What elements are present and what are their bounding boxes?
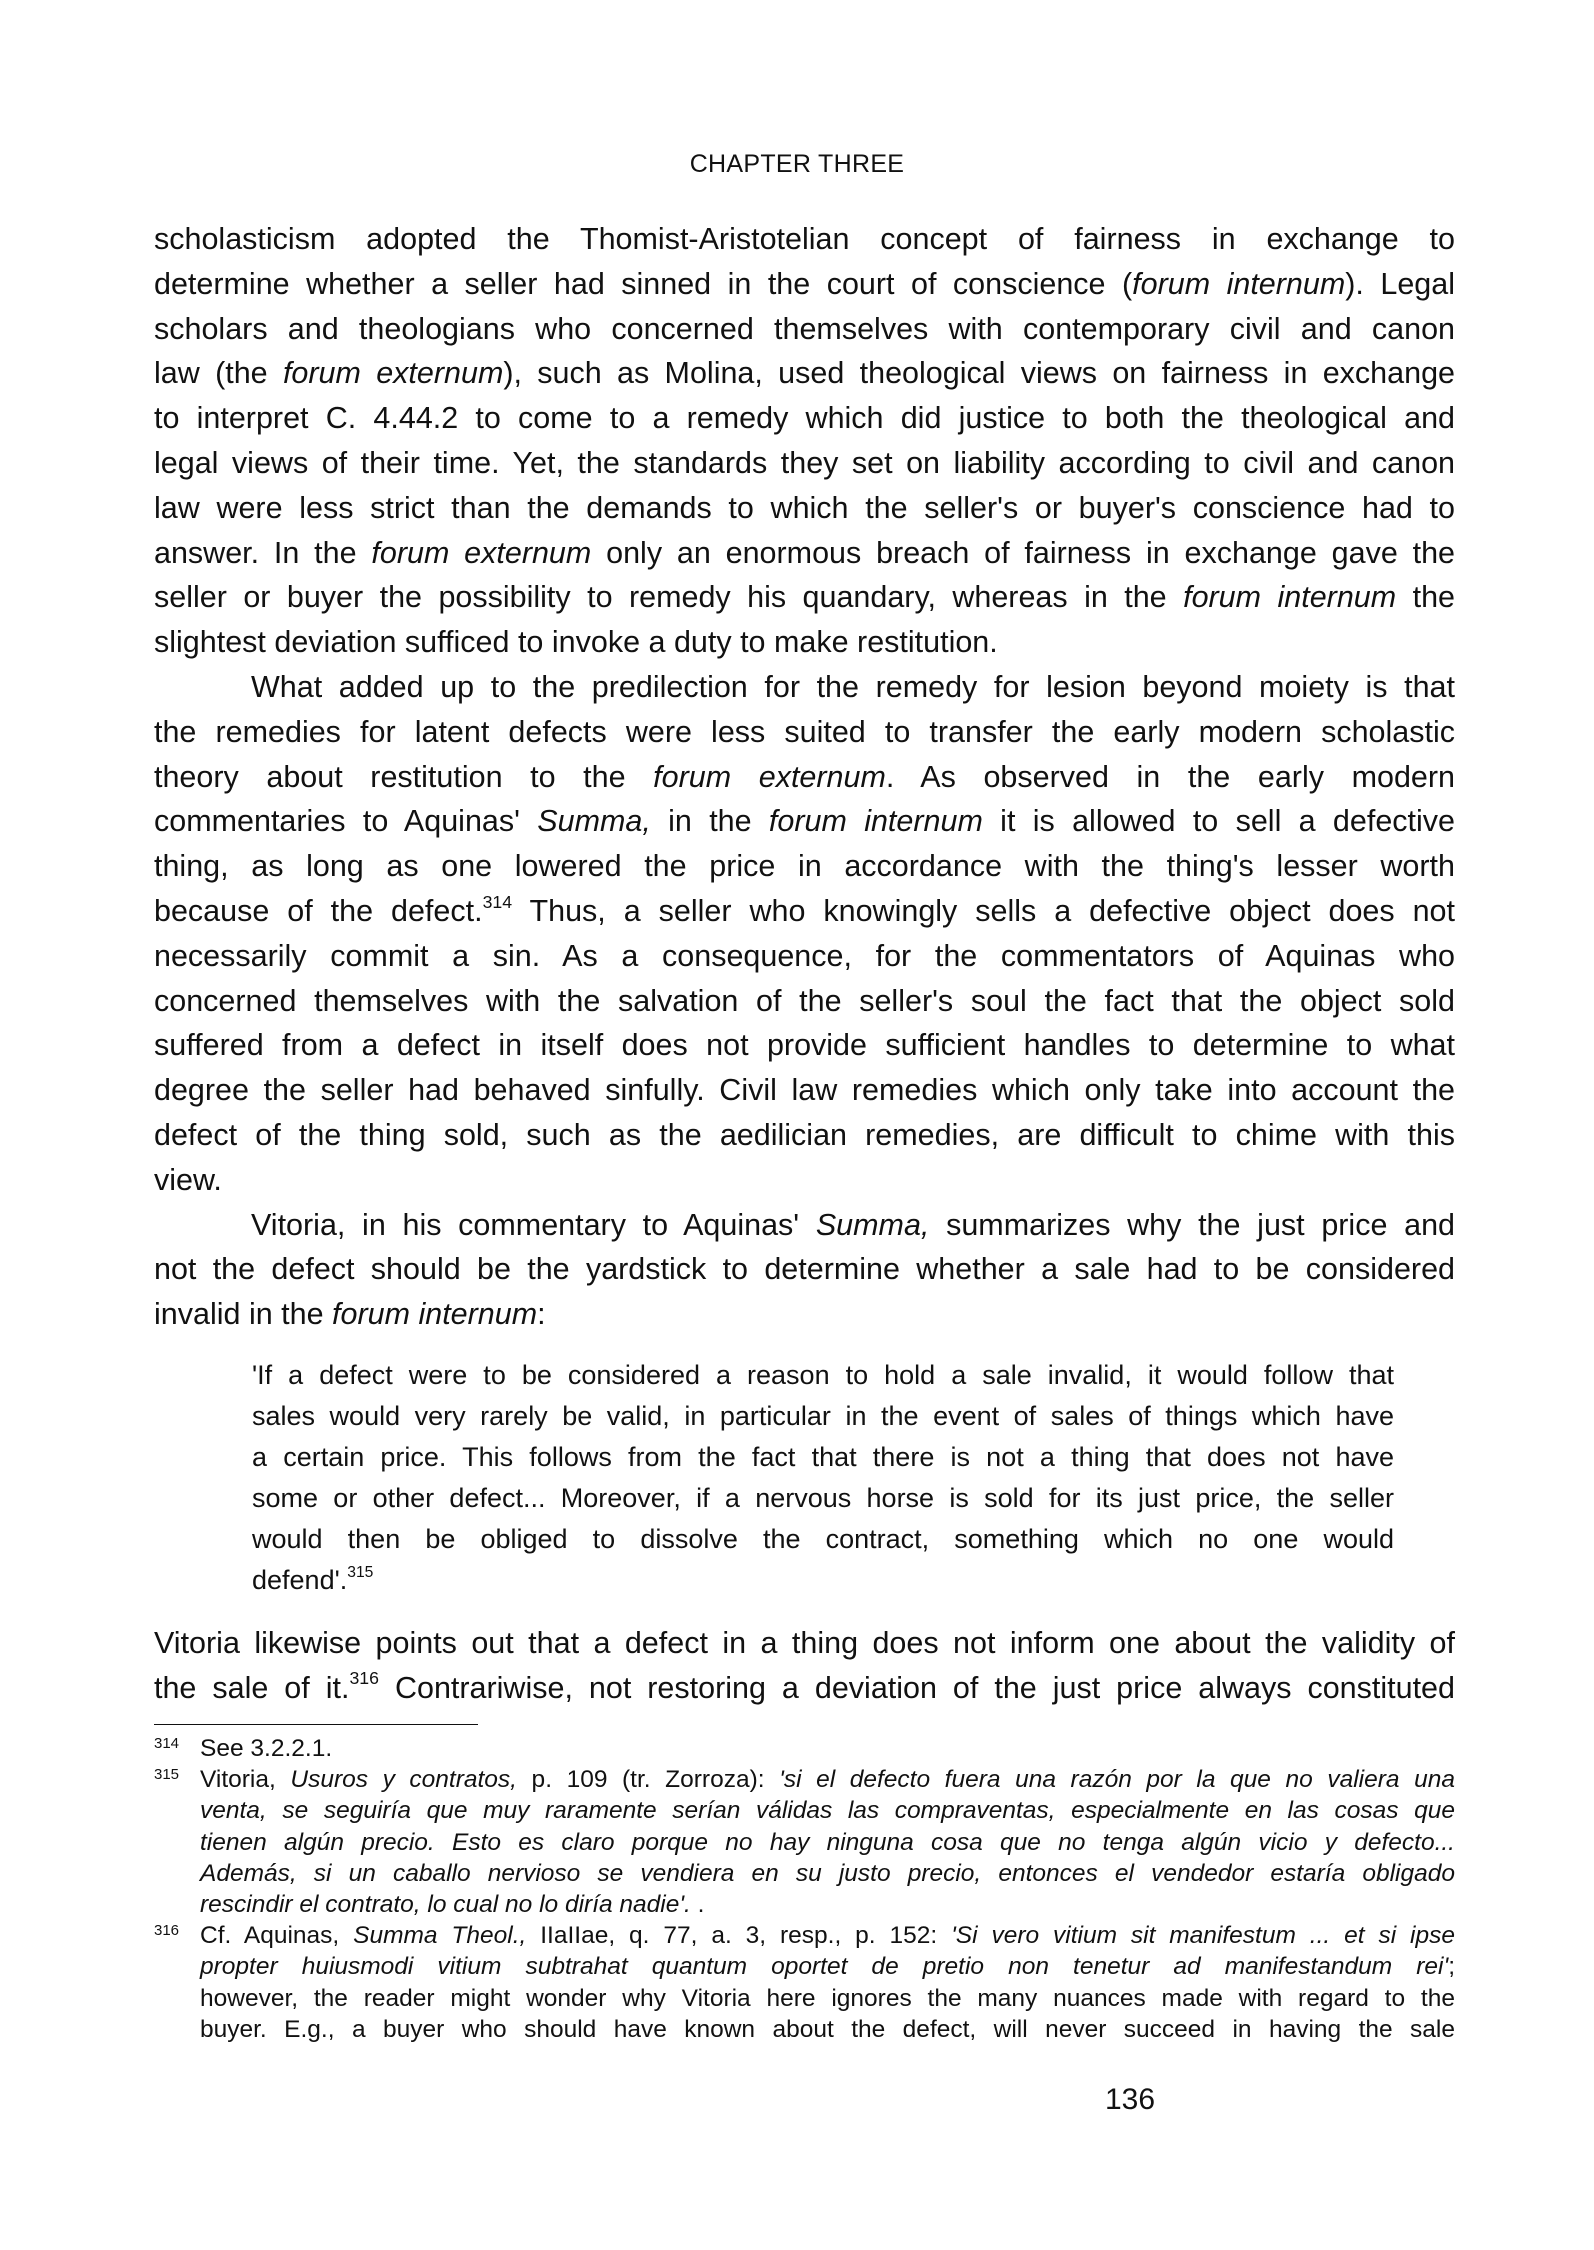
- text-run: IIaIIae, q. 77, a. 3, resp., p. 152:: [526, 1922, 952, 1950]
- italic-text: forum externum: [282, 356, 504, 391]
- text-run: ;: [1448, 1953, 1455, 1981]
- text-run: necessarily commit a sin. As a consequence, for the commentators of Aquinas who: [154, 938, 1455, 973]
- paragraph: [154, 1203, 1455, 1337]
- text-run: 'If a defect were to be considered a reason to hold a sale invalid, it would follow that: [252, 1359, 1394, 1390]
- text-run: seller or buyer the possibility to remedy his quandary, whereas in the: [154, 580, 1184, 615]
- text-line: [154, 665, 1455, 710]
- text-run: . As observed in the early modern: [885, 759, 1455, 794]
- footnote-reference[interactable]: 316: [349, 1668, 379, 1689]
- text-run: the remedies for latent defects were less suited to transfer the early modern scholastic: [154, 714, 1455, 749]
- text-run: :: [537, 1297, 546, 1332]
- text-run: answer. In the: [154, 535, 372, 570]
- text-line: [154, 934, 1455, 979]
- text-run: See 3.2.2.1.: [200, 1735, 333, 1762]
- text-run: because of the defect.: [154, 893, 483, 928]
- text-run: determine whether a seller had sinned in the court of conscience (: [154, 266, 1133, 301]
- text-run: Contrariwise, not restoring a deviation of the just price always constituted: [378, 1670, 1455, 1705]
- text-run: Cf. Aquinas,: [200, 1922, 354, 1950]
- text-line: [154, 1068, 1455, 1113]
- text-run: thing, as long as one lowered the price in accordance with the thing's lesser worth: [154, 849, 1455, 884]
- text-run: sales would very rarely be valid, in particular in the event of sales of things which have: [252, 1400, 1394, 1431]
- italic-text: rescindir el contrato, lo cual no lo diría nadie'.: [200, 1890, 691, 1918]
- text-line: [154, 889, 1455, 934]
- text-line: [154, 486, 1455, 531]
- italic-text: Además, si un caballo nervioso se vendiera en su justo precio, entonces el vendedor estaría obligado: [200, 1859, 1455, 1887]
- footnote-divider: [154, 1724, 478, 1725]
- footnote-315: [154, 1764, 1455, 1920]
- text-run: in the: [650, 804, 769, 839]
- text-run: only an enormous breach of fairness in exchange gave the: [591, 535, 1455, 570]
- text-run: law (the: [154, 356, 283, 391]
- paragraph: [154, 1621, 1455, 1711]
- italic-text: tienen algún precio. Esto es claro porque no hay ninguna cosa que no tenga algún vicio y defecto...: [200, 1828, 1455, 1856]
- text-line: [154, 396, 1455, 441]
- block-quote: [252, 1355, 1394, 1601]
- italic-text: forum internum: [1132, 266, 1346, 301]
- italic-text: forum externum: [371, 535, 592, 570]
- text-run: scholasticism adopted the Thomist-Aristotelian concept of fairness in exchange to: [154, 222, 1455, 256]
- text-run: invalid in the: [154, 1297, 333, 1332]
- text-line: [200, 1733, 1455, 1764]
- text-line: [154, 1203, 1455, 1248]
- footnote-number: 315: [154, 1766, 180, 1784]
- text-line: [200, 1889, 1455, 1920]
- text-run: the sale of it.: [154, 1670, 350, 1705]
- text-run: Thus, a seller who knowingly sells a defective object does not: [512, 893, 1455, 928]
- text-line: [154, 1666, 1455, 1711]
- text-line: [200, 1795, 1455, 1826]
- text-run: defend'.: [252, 1564, 348, 1595]
- text-line: [200, 1983, 1455, 2014]
- text-run: a certain price. This follows from the fact that there is not a thing that does not have: [252, 1441, 1394, 1472]
- footnote-314: [154, 1733, 1455, 1764]
- footnote-reference[interactable]: 314: [482, 891, 513, 912]
- text-line: [200, 1920, 1455, 1951]
- text-line: [154, 844, 1455, 889]
- running-header: CHAPTER THREE: [689, 150, 905, 178]
- italic-text: 'Si vero vitium sit manifestum ... et si ipse: [951, 1922, 1455, 1950]
- text-line: [154, 531, 1455, 576]
- footnote-number: 316: [154, 1922, 180, 1940]
- text-line: [154, 979, 1455, 1024]
- text-line: [252, 1437, 1394, 1478]
- text-run: Vitoria, in his commentary to Aquinas': [251, 1207, 816, 1242]
- text-line: [252, 1396, 1394, 1437]
- text-line: [154, 1247, 1455, 1292]
- page-number-wrap: [0, 2083, 1180, 2117]
- text-run: ), such as Molina, used theological views on fairness in exchange: [503, 356, 1455, 391]
- italic-text: forum internum: [332, 1297, 538, 1332]
- text-line: [154, 799, 1455, 844]
- text-run: view.: [154, 1162, 222, 1197]
- text-line: [200, 1764, 1455, 1795]
- text-run: law were less strict than the demands to which the seller's or buyer's conscience had to: [154, 490, 1455, 525]
- text-run: however, the reader might wonder why Vitoria here ignores the many nuances made with regard to the: [200, 1984, 1455, 2012]
- text-run: .: [690, 1890, 705, 1918]
- italic-text: forum externum: [653, 759, 886, 794]
- footnote-reference[interactable]: 315: [347, 1564, 374, 1582]
- italic-text: 'si el defecto fuera una razón por la que no valiera una: [779, 1766, 1455, 1794]
- text-run: buyer. E.g., a buyer who should have known about the defect, will never succeed in having the sale: [200, 2015, 1455, 2043]
- text-line: [200, 2014, 1455, 2045]
- text-line: [200, 1827, 1455, 1858]
- italic-text: Usuros y contratos,: [290, 1766, 517, 1794]
- paragraph: [154, 217, 1455, 665]
- text-line: [252, 1519, 1394, 1560]
- text-line: [154, 441, 1455, 486]
- text-run: Vitoria likewise points out that a defect in a thing does not inform one about the validity of: [154, 1625, 1455, 1660]
- text-line: [154, 1621, 1455, 1666]
- text-run: defect of the thing sold, such as the aedilician remedies, are difficult to chime with this: [154, 1117, 1455, 1152]
- text-line: [252, 1355, 1394, 1396]
- footnote-316: [154, 1920, 1455, 2045]
- text-run: suffered from a defect in itself does not provide sufficient handles to determine to what: [154, 1028, 1455, 1063]
- text-line: [200, 1951, 1455, 1982]
- italic-text: Summa Theol.,: [353, 1922, 527, 1950]
- main-text: [154, 217, 1455, 1711]
- text-line: [252, 1478, 1394, 1519]
- italic-text: Summa,: [537, 804, 651, 839]
- text-line: [200, 1858, 1455, 1889]
- footnotes: [154, 1733, 1455, 2045]
- text-line: [154, 1113, 1455, 1158]
- italic-text: Summa,: [815, 1207, 930, 1242]
- text-line: [252, 1560, 1394, 1601]
- text-run: legal views of their time. Yet, the standards they set on liability according to civil and canon: [154, 445, 1455, 480]
- text-run: it is allowed to sell a defective: [982, 804, 1456, 839]
- text-line: [154, 217, 1455, 262]
- text-line: [154, 351, 1455, 396]
- text-run: degree the seller had behaved sinfully. Civil law remedies which only take into account the: [154, 1073, 1455, 1108]
- italic-text: forum internum: [1183, 580, 1397, 615]
- text-run: ). Legal: [1345, 266, 1455, 301]
- text-run: p. 109 (tr. Zorroza):: [516, 1766, 780, 1794]
- text-run: Vitoria,: [200, 1766, 291, 1794]
- text-run: to interpret C. 4.44.2 to come to a remedy which did justice to both the theological and: [154, 401, 1455, 436]
- page-number: 136: [1104, 2083, 1156, 2116]
- italic-text: forum internum: [768, 804, 983, 839]
- text-line: [154, 620, 1455, 665]
- text-run: the: [1396, 580, 1456, 615]
- text-run: theory about restitution to the: [154, 759, 654, 794]
- text-run: concerned themselves with the salvation of the seller's soul the fact that the object sold: [154, 983, 1455, 1018]
- text-line: [154, 262, 1455, 307]
- footnote-number: 314: [154, 1735, 180, 1752]
- text-line: [154, 1292, 1455, 1337]
- text-line: [154, 575, 1455, 620]
- text-line: [154, 755, 1455, 800]
- paragraph: [154, 665, 1455, 1203]
- text-run: slightest deviation sufficed to invoke a duty to make restitution.: [154, 625, 998, 660]
- italic-text: propter huiusmodi vitium subtrahat quantum oportet de pretio non tenetur ad manifestandum rei': [200, 1953, 1449, 1981]
- text-run: not the defect should be the yardstick to determine whether a sale had to be considered: [154, 1252, 1455, 1287]
- text-run: would then be obliged to dissolve the contract, something which no one would: [252, 1523, 1394, 1554]
- text-run: What added up to the predilection for the remedy for lesion beyond moiety is that: [251, 669, 1455, 704]
- text-line: [154, 1023, 1455, 1068]
- text-run: some or other defect... Moreover, if a nervous horse is sold for its just price, the seller: [252, 1482, 1394, 1513]
- text-line: [154, 307, 1455, 352]
- text-line: [154, 1158, 1455, 1203]
- text-line: [154, 710, 1455, 755]
- italic-text: venta, se seguiría que muy raramente serían válidas las compraventas, especialmente en las cosas que: [200, 1797, 1455, 1825]
- text-run: commentaries to Aquinas': [154, 804, 538, 839]
- text-run: summarizes why the just price and: [929, 1207, 1455, 1242]
- text-run: scholars and theologians who concerned themselves with contemporary civil and canon: [154, 311, 1455, 346]
